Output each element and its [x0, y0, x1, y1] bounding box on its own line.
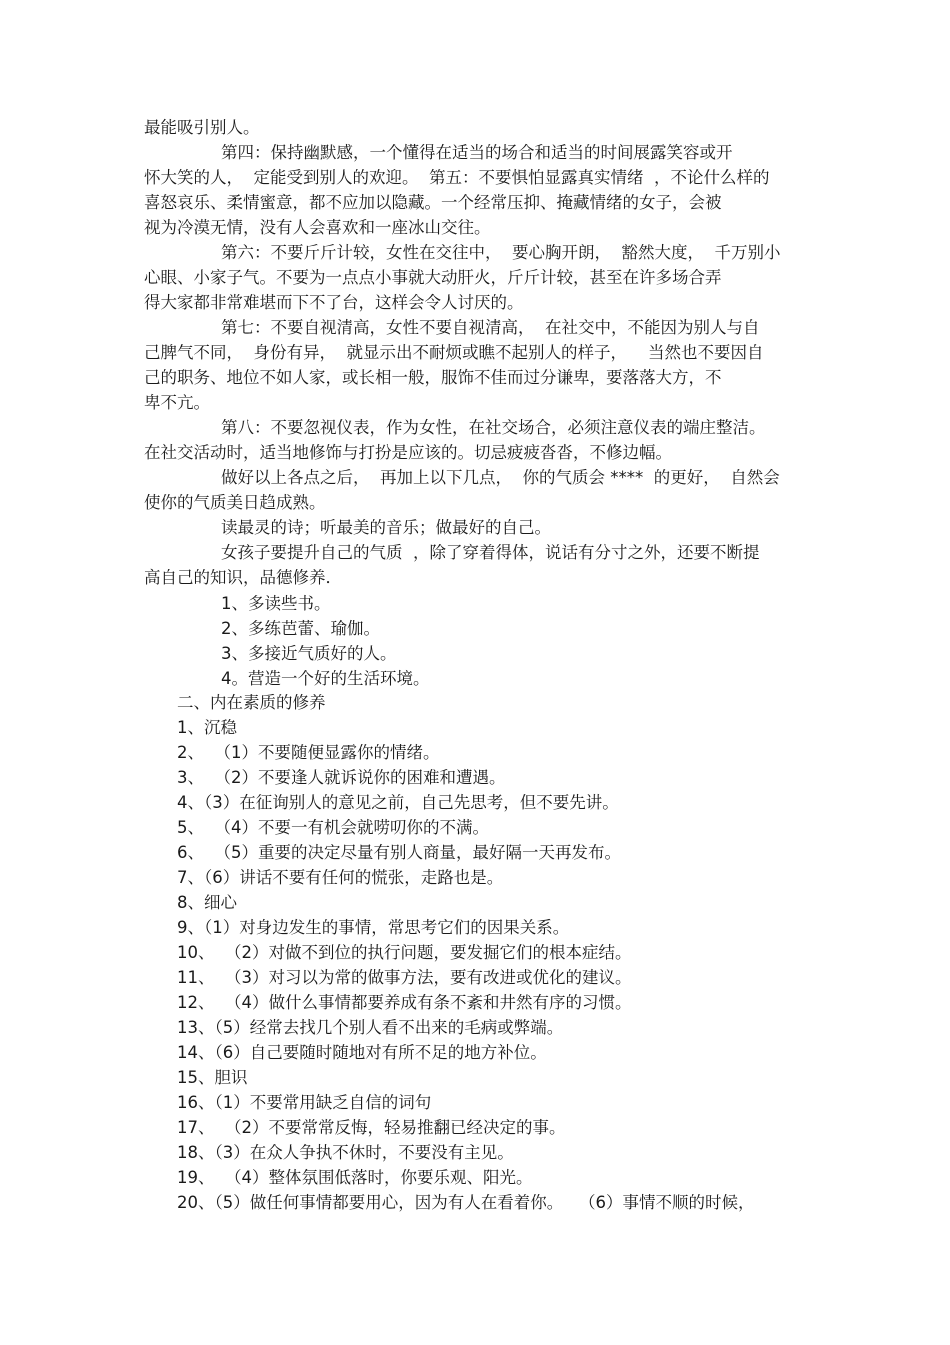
- text-line: 第七：不要自视清高，女性不要自视清高， 在社交中，不能因为别人与自: [221, 318, 760, 337]
- list-item: 15、胆识: [177, 1068, 248, 1087]
- text-line: 卑不亢。: [144, 393, 210, 412]
- list-item: 8、细心: [177, 893, 237, 912]
- list-item: 10、 （2）对做不到位的执行问题，要发掘它们的根本症结。: [177, 943, 632, 962]
- list-item: 16、（1）不要常用缺乏自信的词句: [177, 1093, 432, 1112]
- list-item: 3、 （2）不要逢人就诉说你的困难和遭遇。: [177, 768, 506, 787]
- text-line: 心眼、小家子气。不要为一点点小事就大动肝火，斤斤计较，甚至在许多场合弄: [144, 268, 722, 287]
- list-item: 5、 （4）不要一有机会就唠叨你的不满。: [177, 818, 489, 837]
- list-item: 2、 （1）不要随便显露你的情绪。: [177, 743, 440, 762]
- list-item: 18、（3）在众人争执不休时，不要没有主见。: [177, 1143, 514, 1162]
- list-item: 13、（5）经常去找几个别人看不出来的毛病或弊端。: [177, 1018, 564, 1037]
- text-line: 最能吸引别人。: [144, 118, 260, 137]
- list-item: 4、（3）在征询别人的意见之前，自己先思考，但不要先讲。: [177, 793, 619, 812]
- text-line: 在社交活动时，适当地修饰与打扮是应该的。切忌疲疲沓沓，不修边幅。: [144, 443, 672, 462]
- list-item: 1、沉稳: [177, 718, 237, 737]
- list-item: 12、 （4）做什么事情都要养成有条不紊和井然有序的习惯。: [177, 993, 632, 1012]
- text-line: 喜怒哀乐、柔情蜜意，都不应加以隐藏。一个经常压抑、掩藏情绪的女子，会被: [144, 193, 722, 212]
- list-item: 3、多接近气质好的人。: [221, 644, 397, 663]
- list-item: 20、（5）做任何事情都要用心，因为有人在看着你。 （6）事情不顺的时候，: [177, 1193, 755, 1212]
- list-item: 9、（1）对身边发生的事情，常思考它们的因果关系。: [177, 918, 570, 937]
- text-line: 使你的气质美日趋成熟。: [144, 493, 326, 512]
- list-item: 2、多练芭蕾、瑜伽。: [221, 619, 380, 638]
- text-line: 己脾气不同， 身份有异， 就显示出不耐烦或瞧不起别人的样子， 当然也不要因自: [144, 343, 764, 362]
- list-item: 6、 （5）重要的决定尽量有别人商量，最好隔一天再发布。: [177, 843, 621, 862]
- text-line: 第八：不要忽视仪表，作为女性，在社交场合，必须注意仪表的端庄整洁。: [221, 418, 766, 437]
- list-item: 14、（6）自己要随时随地对有所不足的地方补位。: [177, 1043, 547, 1062]
- list-item: 19、 （4）整体氛围低落时，你要乐观、阳光。: [177, 1168, 533, 1187]
- text-line: 读最灵的诗；听最美的音乐；做最好的自己。: [221, 518, 551, 537]
- text-line: 做好以上各点之后， 再加上以下几点， 你的气质会 **** 的更好， 自然会: [221, 468, 780, 487]
- text-line: 第四：保持幽默感，一个懂得在适当的场合和适当的时间展露笑容或开: [221, 143, 733, 162]
- text-line: 己的职务、地位不如人家，或长相一般，服饰不佳而过分谦卑，要落落大方，不: [144, 368, 722, 387]
- list-item: 1、多读些书。: [221, 594, 331, 613]
- list-item: 17、 （2）不要常常反悔，轻易推翻已经决定的事。: [177, 1118, 566, 1137]
- text-line: 女孩子要提升自己的气质 ，除了穿着得体，说话有分寸之外，还要不断提: [221, 543, 760, 562]
- text-line: 高自己的知识，品德修养．: [144, 568, 342, 587]
- list-item: 4。营造一个好的生活环境。: [221, 669, 430, 688]
- section-heading: 二、内在素质的修养: [177, 693, 326, 712]
- list-item: 7、（6）讲话不要有任何的慌张，走路也是。: [177, 868, 504, 887]
- list-item: 11、 （3）对习以为常的做事方法，要有改进或优化的建议。: [177, 968, 632, 987]
- text-line: 第六：不要斤斤计较，女性在交往中， 要心胸开朗， 豁然大度， 千万别小: [221, 243, 781, 262]
- text-line: 得大家都非常难堪而下不了台，这样会令人讨厌的。: [144, 293, 524, 312]
- text-line: 怀大笑的人， 定能受到别人的欢迎。 第五：不要惧怕显露真实情绪 ，不论什么样的: [144, 168, 770, 187]
- text-line: 视为冷漠无情，没有人会喜欢和一座冰山交往。: [144, 218, 491, 237]
